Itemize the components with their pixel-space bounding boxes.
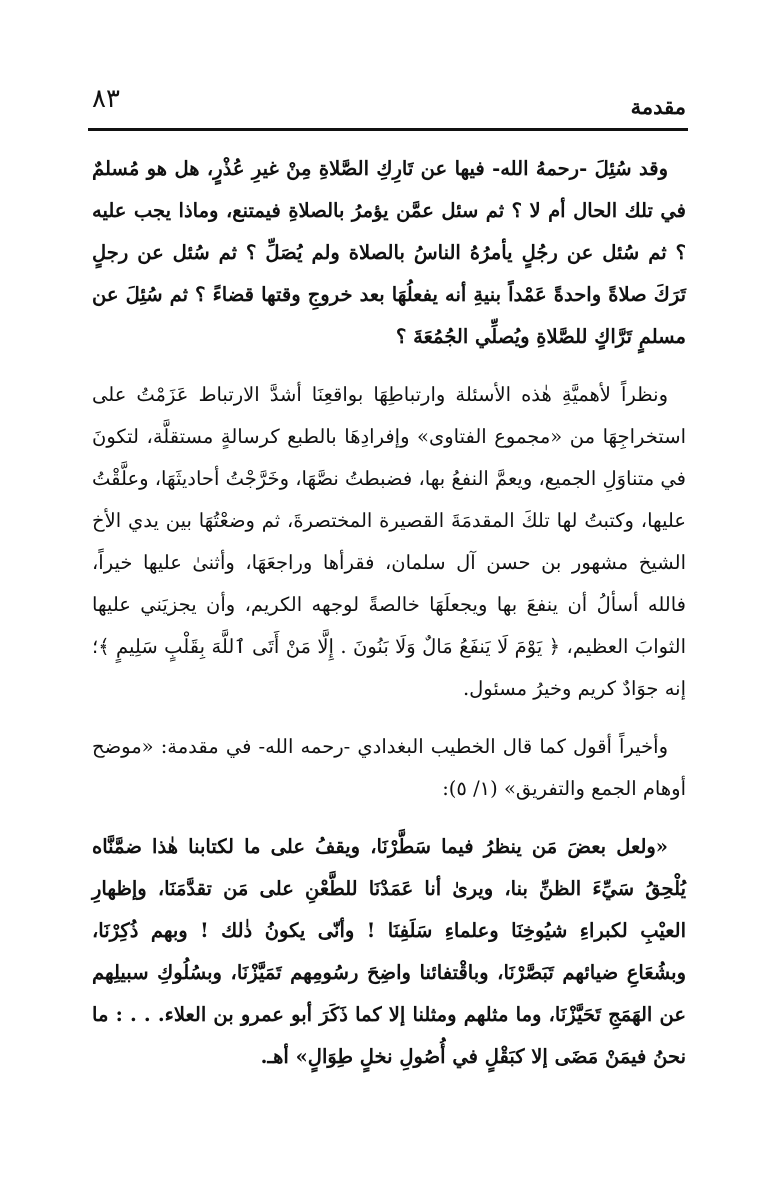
page-header xyxy=(88,84,686,130)
paragraph-questions: وقد سُئِلَ -رحمهُ الله- فيها عن تَارِكِ الصَّلاةِ مِنْ غيرِ عُذْرٍ، هل هو مُسلمٌ في تلك الحال أم لا ؟ ثم سئل عمَّن يؤمرُ بالصلاةِ فيمتنع، وماذا يجب عليه ؟ ثم سُئل عن رجُلٍ يأمرُهُ الناسُ بالصلاة ولم يُصَلِّ ؟ ثم سُئل عن رجلٍ تَرَكَ صلاةً واحدةً عَمْداً بنيةِ أنه يفعلُهَا بعد خروجِ وقتها قضاءً ؟ ثم سُئِلَ عن مسلمٍ تَرَّاكٍ للصَّلاةِ ويُصلِّي الجُمُعَةَ ؟ xyxy=(92,157,686,348)
quran-verse: ﴿ يَوْمَ لَا يَنفَعُ مَالٌ وَلَا بَنُونَ . إِلَّا مَنْ أَتَى ٱللَّهَ بِقَلْبٍ سَلِيمٍ ﴾ xyxy=(98,635,561,658)
paragraph-quotation: «ولعل بعضَ مَن ينظرُ فيما سَطَّرْنَا، ويقفُ على ما لكتابنا هٰذا ضمَّنَّاه يُلْحِقُ سَيِّءَ الظنِّ بنا، ويرىٰ أنا عَمَدْنَا للطَّعْنِ على مَن تقدَّمَنَا، وإظهارِ العيْبِ لكبراءِ شيُوخِنَا وعلماءِ سَلَفِنَا ! وأنّى يكونُ ذٰلك ! وبهم ذُكِرْنَا، وبشُعَاعِ ضيائهم تَبَصَّرْنَا، وباقْتفائنا واضِحَ رسُومِهم تَمَيَّزْنَا، وبسُلُوكِ سبيلِهم عن الهَمَجِ تَحَيَّزْنَا، وما مثلهم ومثلنا إلا كما ذَكَرَ أبو عمرو بن العلاء. . . : ما نحنُ فيمَنْ مَضَى إلا كبَقْلٍ في أُصُولِ نخلٍ طِوَالٍ» أهـ. xyxy=(92,835,686,1068)
body-text xyxy=(92,148,686,1078)
chapter-title: مقدمة xyxy=(630,94,686,119)
header-divider xyxy=(88,128,688,131)
purpose-text: ونظراً لأهميَّةِ هٰذه الأسئلة وارتباطِهَا بواقعِنَا أشدَّ الارتباط عَزَمْتُ على استخراجِهَا من «مجموع الفتاوى» وإفرادِهَا بالطبع كرسالةٍ مستقلَّة، لتكونَ في متناوَلِ الجميع، ويعمَّ النفعُ بها، فضبطتُ نصَّهَا، وخَرَّجْتُ أحاديثَهَا، وعلَّقْتُ عليها، وكتبتُ لها تلكَ المقدمَةَ القصيرة المختصرةَ، ثم وضعْتُهَا بين يدي الأخ الشيخ مشهور بن حسن آل سلمان، فقرأها وراجعَهَا، وأثنىٰ عليها خيراً، فالله أسألُ أن ينفعَ بها ويجعلَهَا خالصةً لوجهه الكريم، وأن يجزيَني عليها الثوابَ العظيم، xyxy=(92,383,686,658)
paragraph-citation-intro: وأخيراً أقول كما قال الخطيب البغدادي -رحمه الله- في مقدمة: «موضح أوهام الجمع والتفريق» (١/ ٥): xyxy=(92,735,686,800)
page-number: ٨٣ xyxy=(92,84,120,114)
paragraph-purpose xyxy=(92,374,686,710)
purpose-closing: ؛ إنه جوَادٌ كريم وخيرُ مسئول. xyxy=(92,635,686,700)
